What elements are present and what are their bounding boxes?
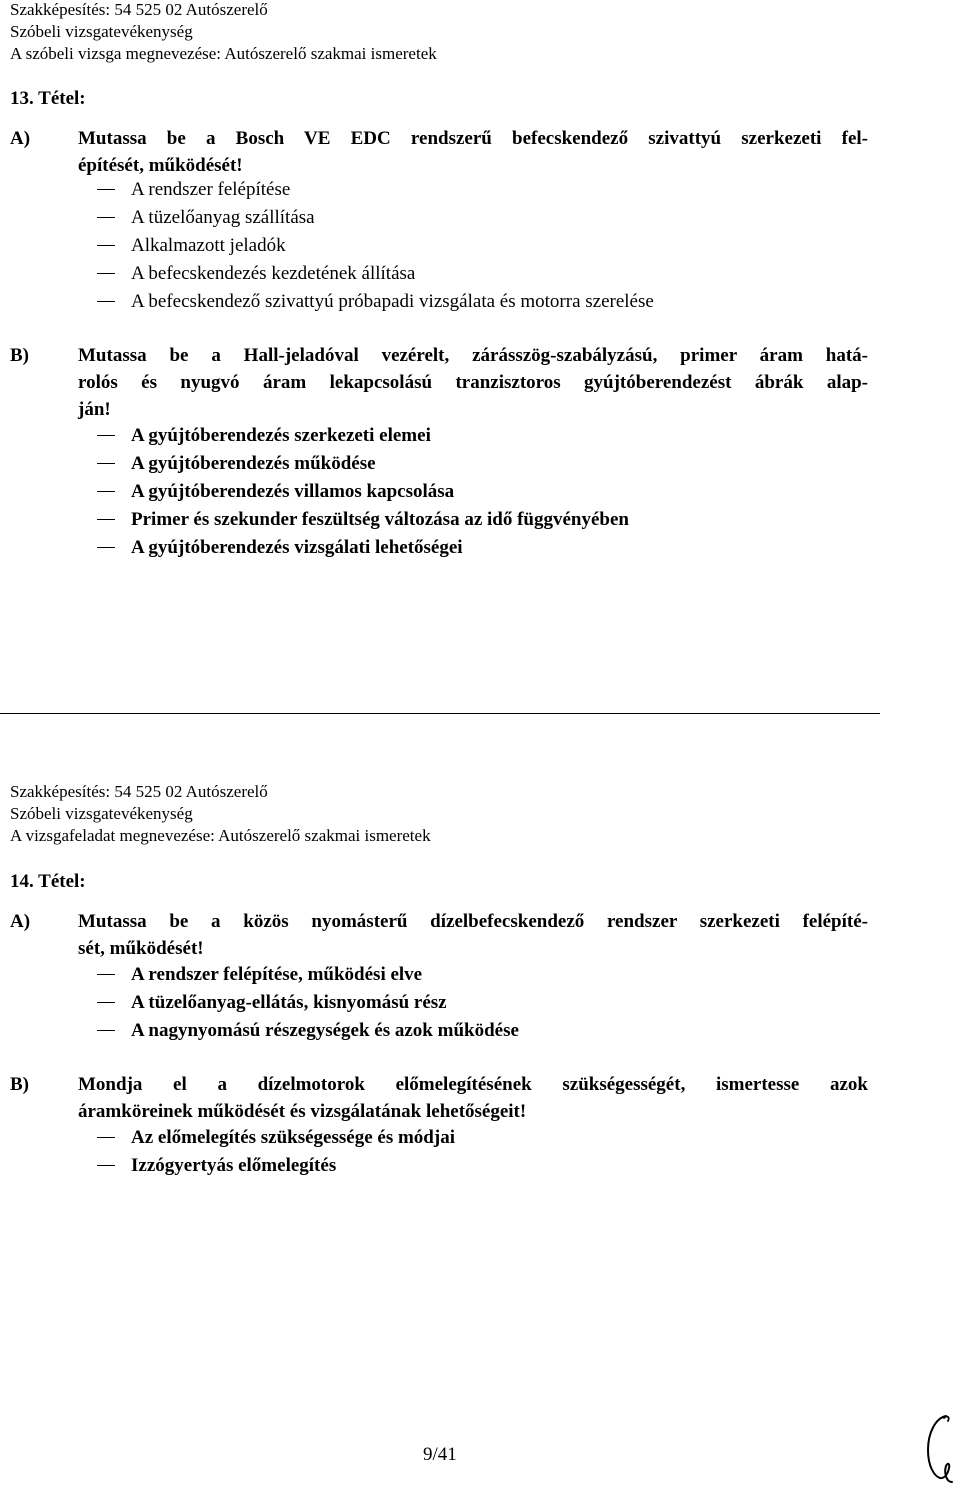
item-14-question-a bbox=[0, 908, 880, 964]
question-a-text bbox=[78, 125, 868, 179]
list-item-text: A befecskendező szivattyú próbapadi vizsgálata és motorra szerelése bbox=[131, 291, 654, 312]
item-14-title: 14. Tétel: bbox=[10, 871, 86, 892]
dash-icon bbox=[97, 273, 115, 274]
header-qualification: Szakképesítés: 54 525 02 Autószerelő bbox=[10, 0, 268, 19]
handwritten-signature bbox=[922, 1412, 956, 1486]
item-13-question-a bbox=[0, 125, 880, 181]
dash-icon bbox=[97, 547, 115, 548]
dash-icon bbox=[97, 1137, 115, 1138]
question-a-text bbox=[78, 908, 868, 962]
question-a-line-1: Mutassa be a Bosch VE EDC rendszerű befecskendező szivattyú szerkezeti fel- bbox=[78, 128, 868, 149]
list-item-text: A gyújtóberendezés villamos kapcsolása bbox=[131, 481, 455, 502]
page-number: 9/41 bbox=[423, 1444, 457, 1465]
question-a-line-1: Mutassa be a közös nyomásterű dízelbefecskendező rendszer szerkezeti felépíté- bbox=[78, 911, 868, 932]
list-item-text: Alkalmazott jeladók bbox=[131, 235, 286, 256]
dash-icon bbox=[97, 1030, 115, 1031]
dash-icon bbox=[97, 463, 115, 464]
question-a-label: A) bbox=[10, 128, 31, 149]
list-item-text: A tüzelőanyag-ellátás, kisnyomású rész bbox=[131, 992, 447, 1013]
header-task-name: A vizsgafeladat megnevezése: Autószerelő szakmai ismeretek bbox=[10, 826, 431, 845]
question-b-label: B) bbox=[10, 345, 29, 366]
list-item-text: A gyújtóberendezés vizsgálati lehetőségei bbox=[131, 537, 463, 558]
dash-icon bbox=[97, 245, 115, 246]
dash-icon bbox=[97, 1165, 115, 1166]
question-b-label: B) bbox=[10, 1074, 29, 1095]
list-item-text: A rendszer felépítése, működési elve bbox=[131, 964, 423, 985]
question-a-line-2: építését, működését! bbox=[78, 155, 243, 176]
dash-icon bbox=[97, 217, 115, 218]
list-item-text: A gyújtóberendezés működése bbox=[131, 453, 376, 474]
question-b-line-1: Mondja el a dízelmotorok előmelegítésének szükségességét, ismertesse azok bbox=[78, 1074, 868, 1095]
item-14-question-b bbox=[0, 1071, 880, 1127]
list-item-text: Izzógyertyás előmelegítés bbox=[131, 1155, 337, 1176]
question-b-line-2: rolós és nyugvó áram lekapcsolású tranzisztoros gyújtóberendezést ábrák alap- bbox=[78, 372, 868, 393]
dash-icon bbox=[97, 301, 115, 302]
question-b-line-1: Mutassa be a Hall-jeladóval vezérelt, zárásszög-szabályzású, primer áram hatá- bbox=[78, 345, 868, 366]
dash-icon bbox=[97, 519, 115, 520]
list-item-text: A rendszer felépítése bbox=[131, 179, 291, 200]
list-item-text: A gyújtóberendezés szerkezeti elemei bbox=[131, 425, 431, 446]
header-exam-activity: Szóbeli vizsgatevékenység bbox=[10, 804, 193, 823]
list-item-text: A tüzelőanyag szállítása bbox=[131, 207, 315, 228]
header-qualification: Szakképesítés: 54 525 02 Autószerelő bbox=[10, 782, 268, 801]
header-exam-activity: Szóbeli vizsgatevékenység bbox=[10, 22, 193, 41]
list-item-text: A befecskendezés kezdetének állítása bbox=[131, 263, 416, 284]
question-b-line-3: ján! bbox=[78, 399, 111, 420]
list-item-text: Primer és szekunder feszültség változása az idő függvényében bbox=[131, 509, 629, 530]
question-a-line-2: sét, működését! bbox=[78, 938, 204, 959]
item-13-question-b bbox=[0, 342, 880, 426]
page-separator bbox=[0, 713, 880, 714]
item-13-title: 13. Tétel: bbox=[10, 88, 86, 109]
list-item-text: A nagynyomású részegységek és azok működése bbox=[131, 1020, 519, 1041]
dash-icon bbox=[97, 189, 115, 190]
question-b-text bbox=[78, 1071, 868, 1125]
dash-icon bbox=[97, 435, 115, 436]
header-exam-name: A szóbeli vizsga megnevezése: Autószerelő szakmai ismeretek bbox=[10, 44, 437, 63]
list-item-text: Az előmelegítés szükségessége és módjai bbox=[131, 1127, 455, 1148]
question-a-label: A) bbox=[10, 911, 31, 932]
dash-icon bbox=[97, 1002, 115, 1003]
question-b-line-2: áramköreinek működését és vizsgálatának lehetőségeit! bbox=[78, 1101, 527, 1122]
dash-icon bbox=[97, 491, 115, 492]
question-b-text bbox=[78, 342, 868, 423]
dash-icon bbox=[97, 974, 115, 975]
